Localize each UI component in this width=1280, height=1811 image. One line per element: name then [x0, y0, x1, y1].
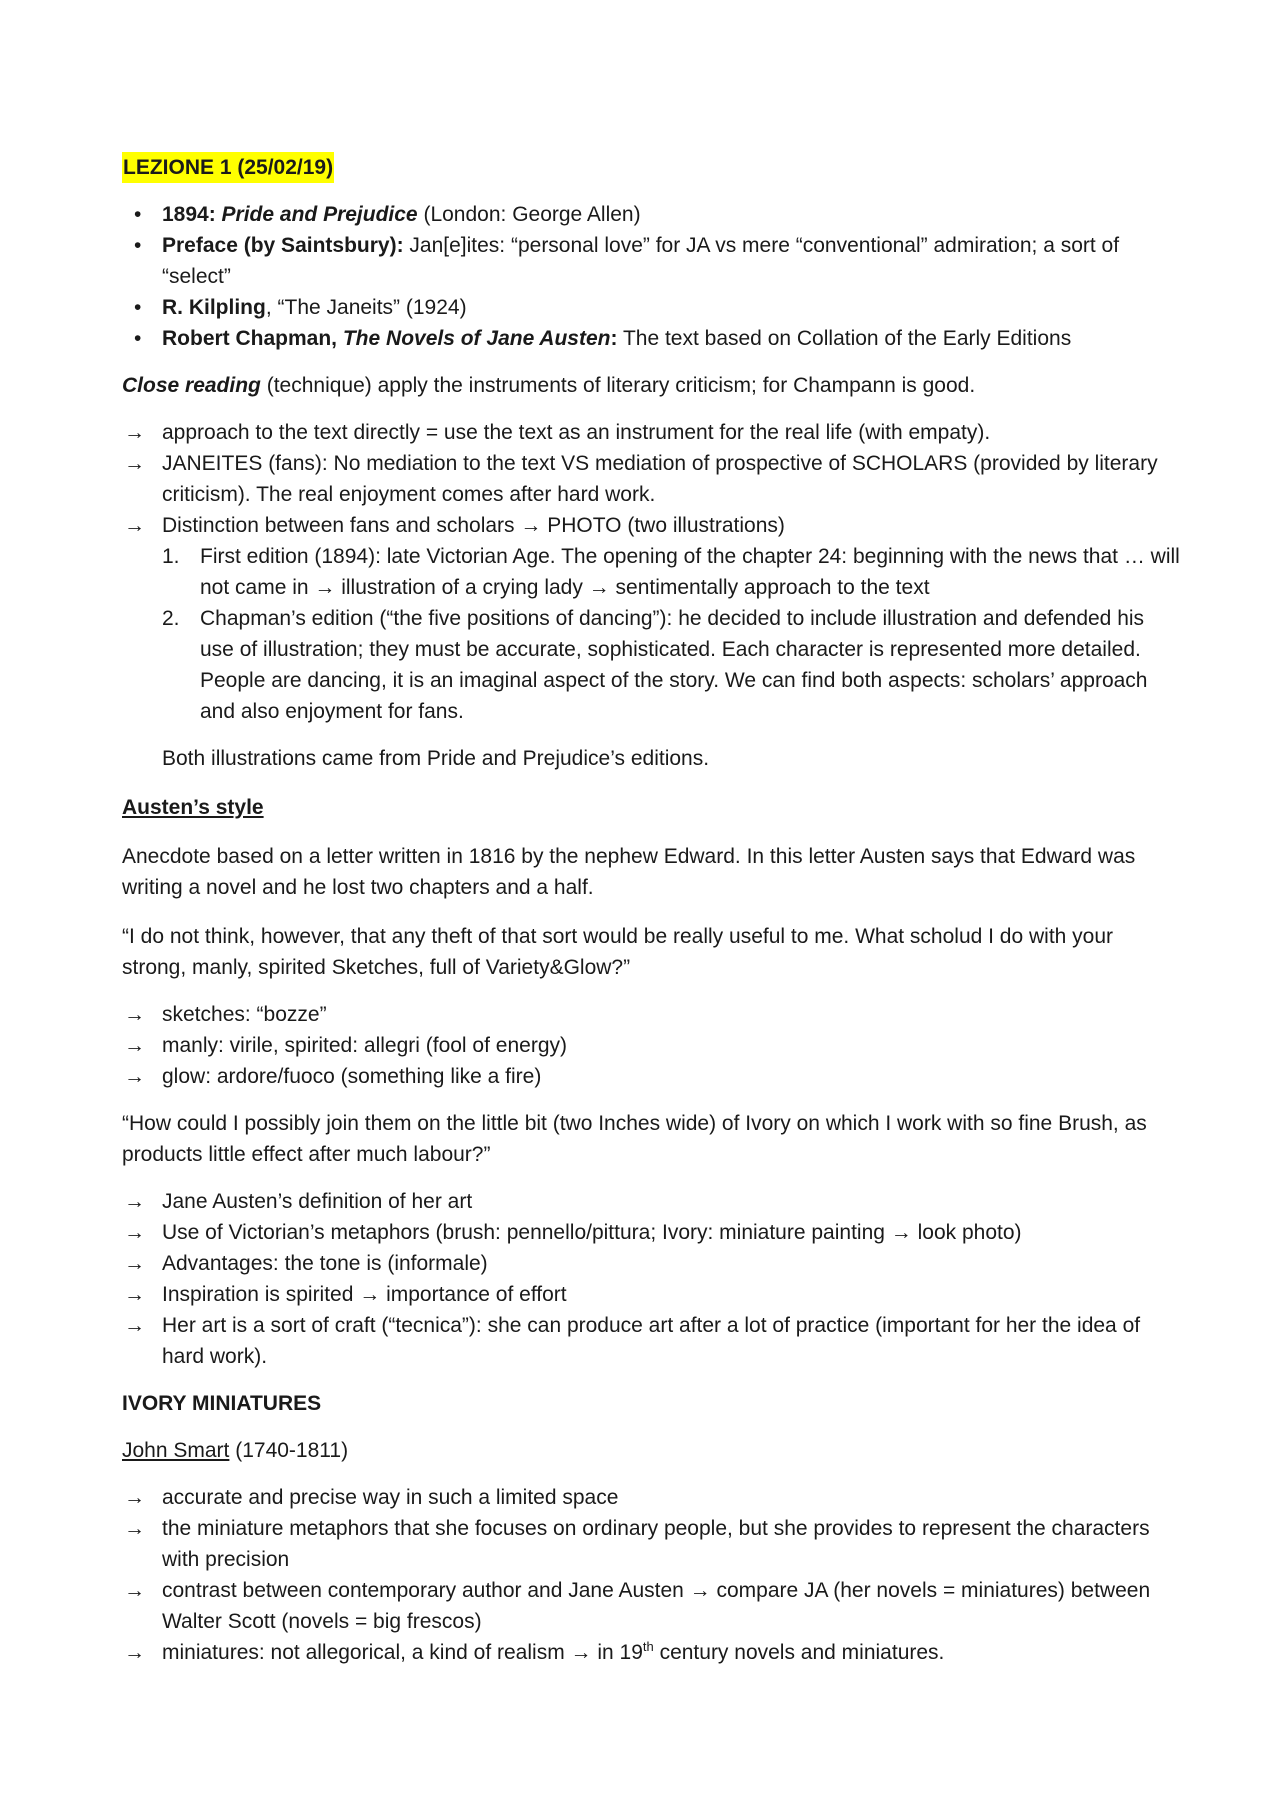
arrow-item — [122, 1310, 1182, 1372]
arrow-item — [122, 448, 1182, 510]
arrow-item — [122, 1637, 1182, 1668]
bullet-icon: • — [134, 234, 142, 257]
john-smart-name: John Smart — [122, 1439, 230, 1462]
john-smart-line — [122, 1435, 1182, 1466]
arrow-item — [122, 999, 1182, 1030]
bullet-bold-italic: Pride and Prejudice — [221, 203, 418, 226]
john-smart-dates: (1740-1811) — [229, 1439, 349, 1462]
arrow-right-icon: → — [124, 1252, 145, 1275]
arrow-item-text: Inspiration is spirited → importance of effort — [162, 1283, 567, 1306]
arrow-item-text: Jane Austen’s definition of her art — [162, 1190, 473, 1213]
arrow-right-icon: → — [124, 1034, 145, 1057]
style-heading-text: Austen’s style — [122, 796, 264, 819]
bullet-list — [122, 199, 1182, 354]
arrow-right-icon: → — [124, 452, 145, 475]
arrow-item — [122, 417, 1182, 448]
arrow-item-text: Advantages: the tone is (informale) — [162, 1252, 488, 1275]
arrow-item-text: sketches: “bozze” — [162, 1003, 327, 1026]
arrow-item-text: century novels and miniatures. — [653, 1641, 945, 1664]
bullet-icon: • — [134, 203, 142, 226]
arrow-right-icon: → — [124, 421, 145, 444]
both-illustrations-note: Both illustrations came from Pride and Prejudice’s editions. — [162, 747, 710, 770]
arrow-list-4 — [122, 1482, 1182, 1668]
section-heading-ivory — [122, 1388, 1182, 1419]
arrow-item-text: Her art is a sort of craft (“tecnica”): she can produce art after a lot of practice (important for her the idea of hard work). — [162, 1314, 1141, 1368]
arrow-right-icon: → — [124, 1314, 145, 1337]
item-number: 2. — [162, 607, 180, 630]
arrow-list-3 — [122, 1186, 1182, 1372]
arrow-item — [122, 1575, 1182, 1637]
superscript-th: th — [642, 1639, 654, 1654]
arrow-item-text: the miniature metaphors that she focuses on ordinary people, but she provides to represent the characters with precision — [162, 1517, 1150, 1571]
document-page — [122, 152, 1182, 1668]
numbered-list — [122, 541, 1182, 727]
arrow-right-icon: → — [124, 514, 145, 537]
arrow-right-icon: → — [124, 1065, 145, 1088]
quote-paragraph-2: “How could I possibly join them on the little bit (two Inches wide) of Ivory on which I work with so fine Brush, as products little effect after much labour?” — [122, 1112, 1147, 1166]
arrow-list-1 — [122, 417, 1182, 541]
arrow-item — [122, 1217, 1182, 1248]
bullet-item — [122, 199, 1182, 230]
arrow-item-text: glow: ardore/fuoco (something like a fire) — [162, 1065, 542, 1088]
bullet-bold-italic: The Novels of Jane Austen — [342, 327, 611, 350]
arrow-item — [122, 1482, 1182, 1513]
close-reading-text: (technique) apply the instruments of literary criticism; for Champann is good. — [260, 374, 976, 397]
close-reading-term: Close reading — [122, 374, 261, 397]
arrow-item-text: JANEITES (fans): No mediation to the text VS mediation of prospective of SCHOLARS (provided by literary criticism). The real enjoyment comes after hard work. — [162, 452, 1158, 506]
arrow-item-text: Use of Victorian’s metaphors (brush: pennello/pittura; Ivory: miniature painting → look photo) — [162, 1221, 1022, 1244]
arrow-item-text: manly: virile, spirited: allegri (fool of energy) — [162, 1034, 567, 1057]
anecdote-paragraph: Anecdote based on a letter written in 1816 by the nephew Edward. In this letter Austen says that Edward was writing a novel and he lost two chapters and a half. — [122, 845, 1136, 899]
bullet-text: The text based on Collation of the Early Editions — [617, 327, 1072, 350]
numbered-item-text: Chapman’s edition (“the five positions of dancing”): he decided to include illustration and defended his use of illustration; they must be accurate, sophisticated. Each character is represented more detailed. People are dancing, it is an imaginal aspect of the story. We can find both aspects: scholars’ approach and also enjoyment for fans. — [200, 607, 1148, 723]
arrow-right-icon: → — [124, 1003, 145, 1026]
bullet-text: (London: George Allen) — [417, 203, 641, 226]
lesson-heading-text: LEZIONE 1 (25/02/19) — [122, 152, 334, 183]
bullet-bold: R. Kilpling — [162, 296, 266, 319]
section-heading-style — [122, 792, 1182, 823]
quote-paragraph-1: “I do not think, however, that any theft of that sort would be really useful to me. What scholud I do with your strong, manly, spirited Sketches, full of Variety&Glow?” — [122, 925, 1114, 979]
arrow-item-text: approach to the text directly = use the text as an instrument for the real life (with empaty). — [162, 421, 991, 444]
arrow-right-icon: → — [124, 1517, 145, 1540]
lesson-heading — [122, 152, 1182, 183]
bullet-text: Jan[e]ites: “personal love” for JA vs mere “conventional” admiration; a sort of “select” — [162, 234, 1120, 288]
bullet-item — [122, 292, 1182, 323]
arrow-item — [122, 1248, 1182, 1279]
bullet-icon: • — [134, 296, 142, 319]
bullet-item — [122, 323, 1182, 354]
bullet-bold: 1894: — [162, 203, 222, 226]
numbered-item-text: First edition (1894): late Victorian Age. The opening of the chapter 24: beginning with the news that … will not came in → illustration of a crying lady → sentimentally approach to the text — [200, 545, 1180, 599]
bullet-bold: : — [610, 327, 618, 350]
arrow-item-text: accurate and precise way in such a limited space — [162, 1486, 619, 1509]
bullet-bold: Preface (by Saintsbury): — [162, 234, 404, 257]
arrow-right-icon: → — [124, 1579, 145, 1602]
arrow-item-text: Distinction between fans and scholars → PHOTO (two illustrations) — [162, 514, 785, 537]
arrow-item — [122, 1279, 1182, 1310]
arrow-item — [122, 1061, 1182, 1092]
arrow-item — [122, 1030, 1182, 1061]
arrow-item — [122, 1186, 1182, 1217]
arrow-item — [122, 510, 1182, 541]
bullet-item — [122, 230, 1182, 292]
arrow-right-icon: → — [124, 1641, 145, 1664]
arrow-right-icon: → — [124, 1221, 145, 1244]
numbered-item — [122, 541, 1182, 603]
item-number: 1. — [162, 545, 180, 568]
arrow-right-icon: → — [124, 1190, 145, 1213]
arrow-item-text: miniatures: not allegorical, a kind of realism → in 19 — [162, 1641, 643, 1664]
numbered-item — [122, 603, 1182, 727]
bullet-icon: • — [134, 327, 142, 350]
bullet-text: , “The Janeits” (1924) — [265, 296, 467, 319]
arrow-right-icon: → — [124, 1283, 145, 1306]
close-reading-paragraph — [122, 370, 1182, 401]
arrow-item-text: contrast between contemporary author and Jane Austen → compare JA (her novels = miniatures) between Walter Scott (novels = big frescos) — [162, 1579, 1151, 1633]
arrow-item — [122, 1513, 1182, 1575]
ivory-heading-text: IVORY MINIATURES — [122, 1392, 322, 1415]
arrow-right-icon: → — [124, 1486, 145, 1509]
arrow-list-2 — [122, 999, 1182, 1092]
bullet-bold: Robert Chapman, — [162, 327, 343, 350]
